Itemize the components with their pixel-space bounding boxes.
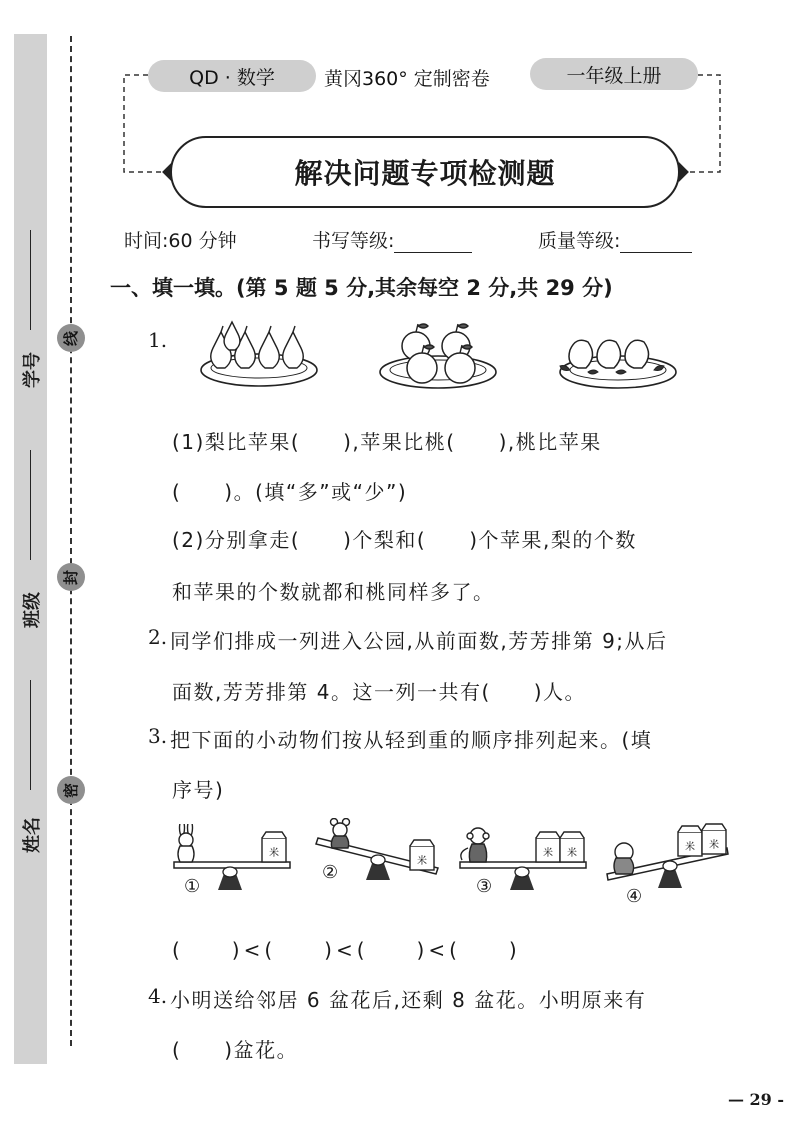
- q3-line2: 序号): [172, 778, 225, 802]
- seesaw-4-illustration: [604, 822, 730, 902]
- class-blank: [30, 450, 31, 560]
- quality-grade: 质量等级:: [538, 226, 692, 253]
- binding-mark-seal: 封: [57, 563, 85, 591]
- question-number: 3.: [148, 724, 168, 748]
- q1-part1-line1: (1)梨比苹果( ),苹果比桃( ),桃比苹果: [172, 430, 602, 454]
- q1-part1-line2: ( )。(填“多”或“少”): [172, 480, 408, 504]
- rice-label: 米: [417, 856, 427, 867]
- subject-badge: QD · 数学: [148, 60, 316, 92]
- question-number: 4.: [148, 984, 168, 1008]
- seesaw-label-3: ③: [476, 876, 493, 897]
- q2-line1: 同学们排成一列进入公园,从前面数,芳芳排第 9;从后: [170, 629, 668, 653]
- rice-label: 米: [685, 842, 695, 853]
- page-title: 解决问题专项检测题: [170, 136, 680, 208]
- quality-grade-blank[interactable]: [620, 228, 692, 253]
- time-limit: 时间:60 分钟: [124, 230, 237, 252]
- q4-line1: 小明送给邻居 6 盆花后,还剩 8 盆花。小明原来有: [170, 988, 647, 1012]
- q1-part2-line1: (2)分别拿走( )个梨和( )个苹果,梨的个数: [172, 528, 637, 552]
- class-label: 班级: [22, 592, 43, 628]
- pear-plate-illustration: [195, 318, 325, 392]
- section-heading: 一、填一填。(第 5 题 5 分,其余每空 2 分,共 29 分): [110, 276, 613, 300]
- q4-line2: ( )盆花。: [172, 1038, 299, 1062]
- name-blank: [30, 680, 31, 790]
- q3-answer-line[interactable]: ( )<( )<( )<( ): [172, 938, 521, 962]
- grade-badge: 一年级上册: [530, 58, 698, 90]
- peach-plate-illustration: [556, 326, 680, 392]
- rice-label: 米: [543, 848, 553, 859]
- writing-grade: 书写等级:: [312, 226, 472, 253]
- q1-part2-line2: 和苹果的个数就都和桃同样多了。: [172, 580, 495, 604]
- writing-grade-blank[interactable]: [394, 228, 472, 253]
- question-number: 2.: [148, 625, 168, 649]
- series-title: 黄冈360° 定制密卷: [324, 68, 490, 90]
- rice-label: 米: [567, 848, 577, 859]
- rice-label: 米: [269, 848, 279, 859]
- binding-mark-secret: 密: [57, 776, 85, 804]
- rice-label: 米: [709, 840, 719, 851]
- page-number: — 29 -: [727, 1090, 784, 1109]
- seesaw-label-1: ①: [184, 876, 201, 897]
- apple-plate-illustration: [376, 318, 502, 394]
- seesaw-label-4: ④: [626, 886, 643, 907]
- student-id-blank: [30, 230, 31, 330]
- question-number: 1.: [148, 328, 168, 352]
- q3-line1: 把下面的小动物们按从轻到重的顺序排列起来。(填: [170, 728, 653, 752]
- name-label: 姓名: [22, 817, 43, 853]
- student-id-label: 学号: [22, 352, 43, 388]
- seesaw-label-2: ②: [322, 862, 339, 883]
- q2-line2: 面数,芳芳排第 4。这一列一共有( )人。: [172, 680, 587, 704]
- binding-mark-line: 线: [57, 324, 85, 352]
